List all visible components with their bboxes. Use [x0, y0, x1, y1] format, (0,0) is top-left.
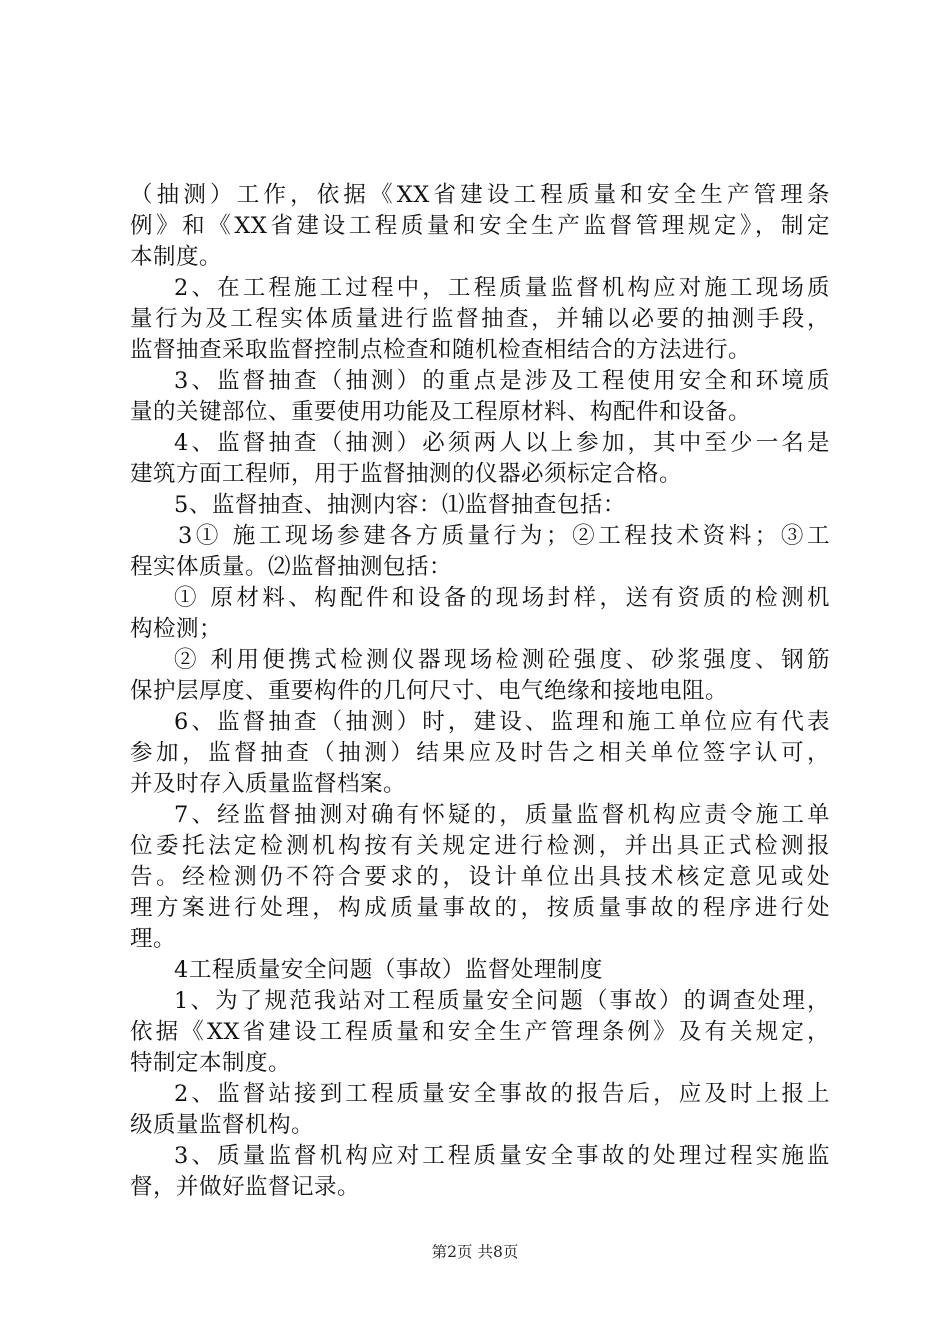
text-line: 2、监督站接到工程质量安全事故的报告后，应及时上报上 [174, 1081, 830, 1107]
text-line: 5、监督抽查、抽测内容：⑴监督抽查包括： [174, 492, 626, 518]
text-line: 3、质量监督机构应对工程质量安全事故的处理过程实施监 [174, 1143, 830, 1169]
text-line: 监督抽查采取监督控制点检查和随机检查相结合的方法进行。 [130, 337, 752, 363]
text-line: 本制度。 [130, 244, 223, 270]
text-line: 3① 施工现场参建各方质量行为；②工程技术资料；③工 [178, 523, 830, 549]
text-line: 督，并做好监督记录。 [130, 1174, 361, 1200]
text-line: 4、监督抽查（抽测）必须两人以上参加，其中至少一名是 [174, 430, 830, 456]
text-line: 程实体质量。⑵监督抽测包括： [130, 554, 453, 580]
text-line: ① 原材料、构配件和设备的现场封样，送有资质的检测机 [174, 585, 830, 611]
text-line: 量行为及工程实体质量进行监督抽查，并辅以必要的抽测手段， [130, 306, 830, 332]
text-line: 2、在工程施工过程中，工程质量监督机构应对施工现场质 [174, 275, 830, 301]
text-line: 保护层厚度、重要构件的几何尺寸、电气绝缘和接地电阻。 [130, 678, 729, 704]
text-line: 特制定本制度。 [130, 1050, 292, 1076]
text-line: 理方案进行处理，构成质量事故的，按质量事故的程序进行处 [130, 895, 830, 921]
text-line: 参加，监督抽查（抽测）结果应及时告之相关单位签字认可， [130, 740, 830, 766]
text-line: 3、监督抽查（抽测）的重点是涉及工程使用安全和环境质 [174, 368, 830, 394]
text-line: 并及时存入质量监督档案。 [130, 771, 407, 797]
text-line: 例》和《XX省建设工程质量和安全生产监督管理规定》，制定 [130, 213, 830, 239]
text-line: 告。经检测仍不符合要求的，设计单位出具技术核定意见或处 [130, 864, 830, 890]
text-line: 依据《XX省建设工程质量和安全生产管理条例》及有关规定， [130, 1019, 830, 1045]
text-line: 量的关键部位、重要使用功能及工程原材料、构配件和设备。 [130, 399, 752, 425]
text-line: ② 利用便携式检测仪器现场检测砼强度、砂浆强度、钢筋 [174, 647, 830, 673]
text-line: 6、监督抽查（抽测）时，建设、监理和施工单位应有代表 [174, 709, 830, 735]
text-line: 建筑方面工程师，用于监督抽测的仪器必须标定合格。 [130, 461, 683, 487]
text-line: 1、为了规范我站对工程质量安全问题（事故）的调查处理， [174, 988, 830, 1014]
text-line: 理。 [130, 926, 177, 952]
text-line: 构检测； [130, 616, 223, 642]
page-number-footer: 第2页 共8页 [431, 1243, 519, 1261]
text-line: 位委托法定检测机构按有关规定进行检测，并出具正式检测报 [130, 833, 830, 859]
text-line: 级质量监督机构。 [130, 1112, 315, 1138]
text-line: 7、经监督抽测对确有怀疑的，质量监督机构应责令施工单 [174, 802, 830, 828]
text-line: （抽测）工作，依据《XX省建设工程质量和安全生产管理条 [130, 182, 830, 208]
section-heading: 4工程质量安全问题（事故）监督处理制度 [174, 957, 603, 983]
